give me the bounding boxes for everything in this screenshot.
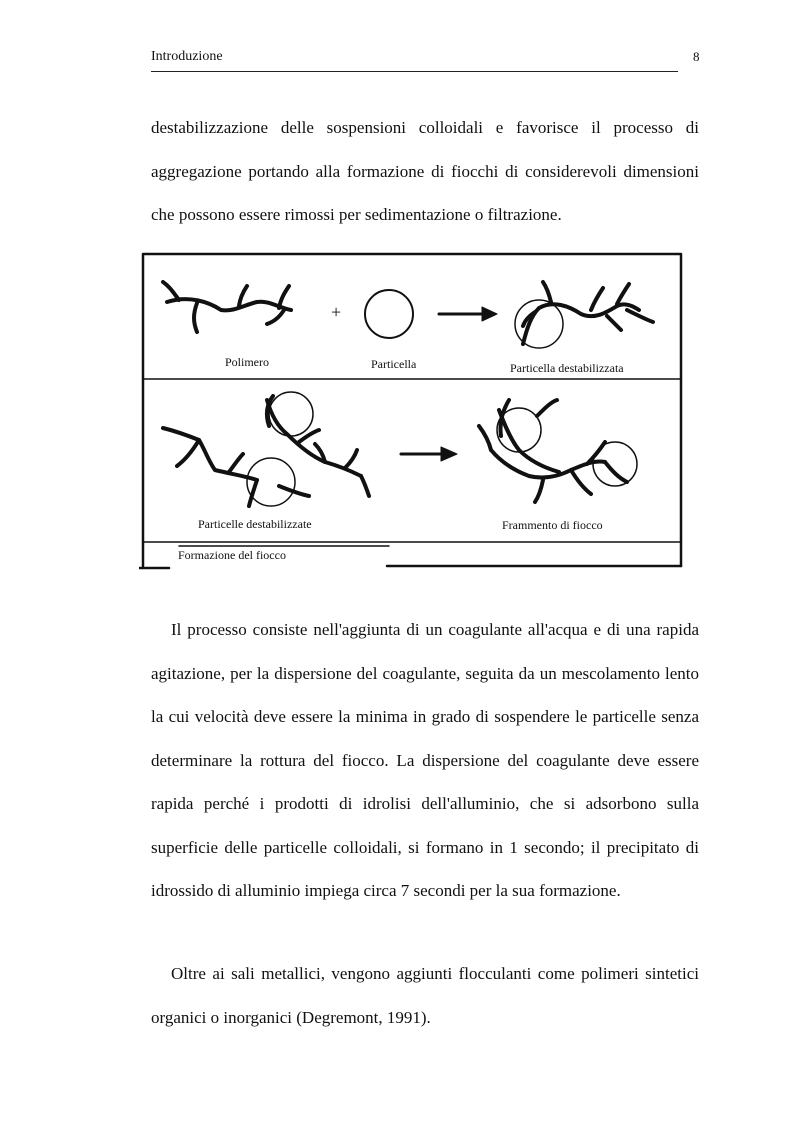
label-polimero: Polimero	[225, 355, 269, 369]
destabilized-particles-chains	[163, 396, 369, 506]
destabilized-particle-b	[247, 458, 295, 506]
floc-fragment-chains	[479, 400, 627, 502]
destabilized-particle-a	[269, 392, 313, 436]
header-title: Introduzione	[151, 49, 223, 64]
paragraph-process: Il processo consiste nell'aggiunta di un coagulante all'acqua e di una rapida agitazione, per la dispersione del coagulante, seguita da un mescolamento lento la cui velocità deve essere la minima in grado di sospendere le particelle senza determinare la rottura del fiocco. La dispersione del coagulante deve essere rapida perché i prodotti di idrolisi dell'alluminio, che si adsorbono sulla superficie delle particelle colloidali, si formano in 1 secondo; il precipitato di idrossido di alluminio impiega circa 7 secondi per la sua formazione.	[151, 620, 699, 900]
label-formazione-del-fiocco: Formazione del fiocco	[178, 548, 286, 562]
label-particelle-destabilizzate: Particelle destabilizzate	[198, 517, 312, 531]
flocculation-figure	[139, 250, 684, 570]
paragraph-intro: destabilizzazione delle sospensioni colloidali e favorisce il processo di aggregazione portando alla formazione di fiocchi di considerevoli dimensioni che possono essere rimossi per sedimentazione o filtrazione.	[151, 118, 699, 224]
destabilized-particle-chain	[523, 282, 653, 344]
arrow-head-1	[482, 307, 497, 321]
page-number: 8	[693, 49, 700, 64]
polymer-chain	[163, 282, 291, 332]
plus-sign: +	[331, 302, 342, 322]
particle-circle	[365, 290, 413, 338]
label-frammento-di-fiocco: Frammento di fiocco	[502, 518, 603, 532]
arrow-head-2	[441, 447, 457, 461]
paragraph-flocculants: Oltre ai sali metallici, vengono aggiunti flocculanti come polimeri sintetici organici o inorganici (Degremont, 1991).	[151, 964, 699, 1027]
page-header	[151, 49, 678, 72]
label-particella: Particella	[371, 357, 417, 371]
label-particella-destabilizzata: Particella destabilizzata	[510, 361, 624, 375]
